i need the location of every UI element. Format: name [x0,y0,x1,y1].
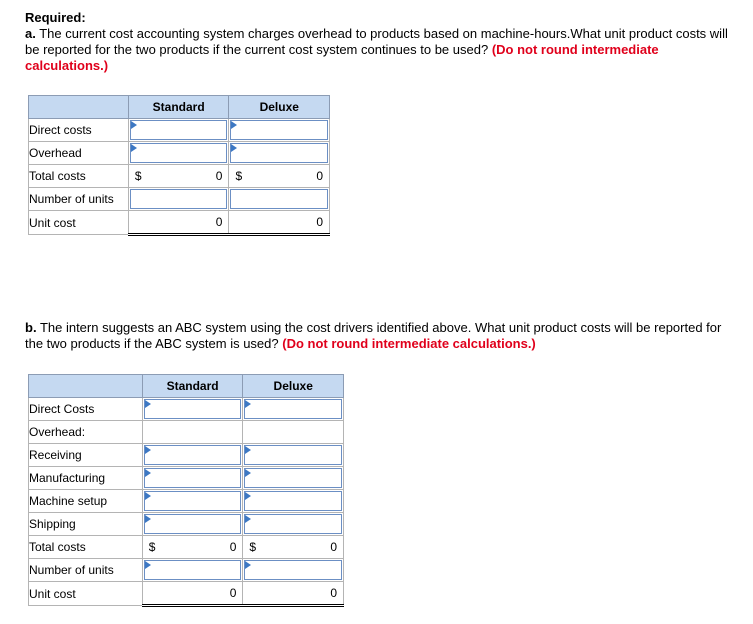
a-unit-cost-deluxe-value: 0 [316,215,323,229]
table-row [29,211,330,235]
row-label-number-of-units: Number of units [29,188,129,211]
table-row [29,490,344,513]
table-row [29,536,344,559]
b-shipping-standard-input[interactable] [144,514,242,534]
part-b-lead: b. [25,320,37,335]
table-row [29,444,344,467]
header-blank [29,375,143,398]
part-a-text: The current cost accounting system charges overhead to products based on machine-hours.What unit product costs will be reported for the two products if the current cost system continues to be used? [25,26,728,57]
question-b [25,320,725,352]
b-receiving-standard[interactable] [142,444,243,467]
b-shipping-deluxe-input[interactable] [244,514,342,534]
a-direct-costs-standard-input[interactable] [130,120,228,140]
b-manufacturing-standard[interactable] [142,467,243,490]
header-deluxe: Deluxe [229,96,330,119]
question-a [25,10,735,74]
input-marker-icon [245,561,251,569]
b-manufacturing-deluxe[interactable] [243,467,344,490]
b-receiving-standard-input[interactable] [144,445,242,465]
a-total-deluxe [229,165,330,188]
table-row [29,513,344,536]
b-units-deluxe[interactable] [243,559,344,582]
b-manufacturing-standard-input[interactable] [144,468,242,488]
b-machine-setup-deluxe[interactable] [243,490,344,513]
b-manufacturing-deluxe-input[interactable] [244,468,342,488]
input-marker-icon [245,469,251,477]
row-label-overhead: Overhead [29,142,129,165]
b-units-deluxe-input[interactable] [244,560,342,580]
part-a-note: (Do not round intermediate calculations.) [25,42,659,73]
required-label: Required: [25,10,86,25]
b-unit-cost-standard [142,582,243,606]
b-receiving-deluxe[interactable] [243,444,344,467]
table-row [29,398,344,421]
table-b-header [29,375,344,398]
b-unit-cost-deluxe-value: 0 [330,586,337,600]
a-unit-cost-standard [128,211,229,235]
currency-symbol: $ [134,169,142,183]
b-machine-setup-standard-input[interactable] [144,491,242,511]
b-units-standard[interactable] [142,559,243,582]
input-marker-icon [245,446,251,454]
input-marker-icon [231,144,237,152]
b-overhead-standard-blank [142,421,243,444]
b-direct-costs-deluxe-input[interactable] [244,399,342,419]
b-unit-cost-deluxe [243,582,344,606]
table-row [29,582,344,606]
input-marker-icon [145,561,151,569]
b-shipping-standard[interactable] [142,513,243,536]
header-standard: Standard [142,375,243,398]
input-marker-icon [145,400,151,408]
input-marker-icon [245,492,251,500]
input-marker-icon [145,492,151,500]
row-label-machine-setup: Machine setup [29,490,143,513]
table-b [28,374,344,607]
a-direct-costs-deluxe-input[interactable] [230,120,328,140]
row-label-number-of-units: Number of units [29,559,143,582]
a-direct-costs-deluxe[interactable] [229,119,330,142]
row-label-overhead: Overhead: [29,421,143,444]
a-overhead-standard-input[interactable] [130,143,228,163]
row-label-total-costs: Total costs [29,536,143,559]
row-label-shipping: Shipping [29,513,143,536]
header-blank [29,96,129,119]
part-b-text: The intern suggests an ABC system using the cost drivers identified above. What unit product costs will be reported for the two products if the ABC system is used? [25,320,722,351]
table-a-header [29,96,330,119]
table-a [28,95,330,236]
input-marker-icon [145,446,151,454]
table-row [29,119,330,142]
row-label-direct-costs: Direct costs [29,119,129,142]
currency-symbol: $ [249,540,257,554]
currency-symbol: $ [148,540,156,554]
a-overhead-standard[interactable] [128,142,229,165]
a-overhead-deluxe[interactable] [229,142,330,165]
header-deluxe: Deluxe [243,375,344,398]
a-total-deluxe-value: 0 [316,169,323,183]
b-total-deluxe [243,536,344,559]
a-overhead-deluxe-input[interactable] [230,143,328,163]
table-row [29,188,330,211]
b-shipping-deluxe[interactable] [243,513,344,536]
row-label-unit-cost: Unit cost [29,582,143,606]
input-marker-icon [131,121,137,129]
a-total-standard-value: 0 [215,169,223,183]
b-receiving-deluxe-input[interactable] [244,445,342,465]
b-machine-setup-standard[interactable] [142,490,243,513]
input-marker-icon [231,121,237,129]
part-b-note: (Do not round intermediate calculations.) [282,336,536,351]
b-total-standard-value: 0 [229,540,237,554]
a-units-standard-input[interactable] [130,189,228,209]
b-unit-cost-standard-value: 0 [229,586,237,600]
b-overhead-deluxe-blank [243,421,344,444]
a-units-deluxe-input[interactable] [230,189,328,209]
b-total-deluxe-value: 0 [330,540,337,554]
header-standard: Standard [128,96,229,119]
b-direct-costs-standard[interactable] [142,398,243,421]
table-row [29,559,344,582]
a-direct-costs-standard[interactable] [128,119,229,142]
b-direct-costs-deluxe[interactable] [243,398,344,421]
a-units-standard[interactable] [128,188,229,211]
input-marker-icon [145,469,151,477]
b-total-standard [142,536,243,559]
input-marker-icon [245,515,251,523]
a-total-standard [128,165,229,188]
row-label-total-costs: Total costs [29,165,129,188]
table-row [29,142,330,165]
table-row [29,421,344,444]
part-a-lead: a. [25,26,36,41]
input-marker-icon [145,515,151,523]
b-units-standard-input[interactable] [144,560,242,580]
input-marker-icon [245,400,251,408]
row-label-manufacturing: Manufacturing [29,467,143,490]
row-label-receiving: Receiving [29,444,143,467]
input-marker-icon [131,144,137,152]
b-machine-setup-deluxe-input[interactable] [244,491,342,511]
table-row [29,165,330,188]
table-row [29,467,344,490]
a-units-deluxe[interactable] [229,188,330,211]
b-direct-costs-standard-input[interactable] [144,399,242,419]
currency-symbol: $ [235,169,243,183]
a-unit-cost-deluxe [229,211,330,235]
a-unit-cost-standard-value: 0 [215,215,223,229]
row-label-direct-costs: Direct Costs [29,398,143,421]
row-label-unit-cost: Unit cost [29,211,129,235]
